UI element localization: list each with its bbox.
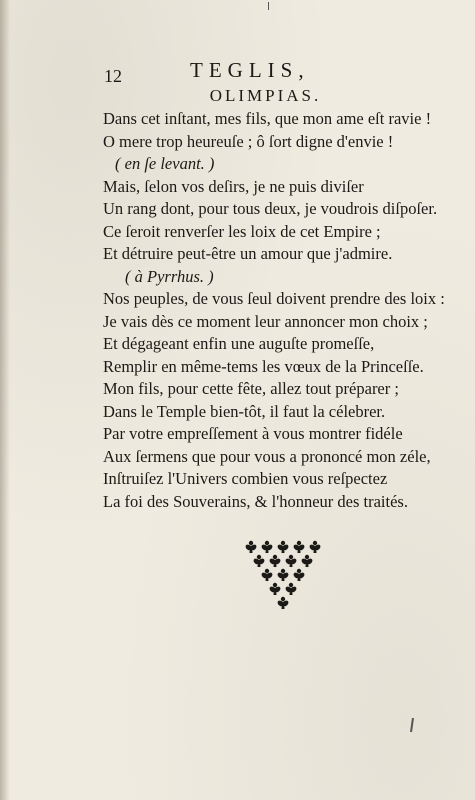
fleuron-ornament-icon bbox=[243, 540, 323, 612]
stage-direction: ( à Pyrrhus. ) bbox=[125, 266, 214, 286]
speaker-name: OLIMPIAS. bbox=[209, 86, 322, 105]
verse-line: Remplir en même-tems les vœux de la Princeſſe. bbox=[103, 356, 424, 376]
verse-line: Mais, ſelon vos deſirs, je ne puis diviſer bbox=[103, 176, 364, 196]
ink-mark bbox=[268, 2, 269, 10]
verse-line: Nos peuples, de vous ſeul doivent prendre des loix : bbox=[103, 289, 445, 308]
verse-line: Inſtruiſez l'Univers combien vous reſpectez bbox=[103, 469, 388, 488]
verse-line: Ce ſeroit renverſer les loix de cet Empire ; bbox=[103, 221, 381, 241]
verse-line: Aux ſermens que pour vous a prononcé mon zéle, bbox=[103, 446, 431, 466]
verse-line: La foi des Souverains, & l'honneur des traités. bbox=[103, 491, 408, 511]
verse-line: Et dégageant enfin une auguſte promeſſe, bbox=[103, 334, 375, 353]
verse-line: Dans le Temple bien-tôt, il faut la célebrer. bbox=[103, 401, 386, 421]
page-number: 12 bbox=[104, 66, 122, 86]
verse-line: Un rang dont, pour tous deux, je voudrois diſpoſer. bbox=[103, 199, 438, 218]
verse-line: Je vais dès ce moment leur annoncer mon choix ; bbox=[103, 311, 428, 331]
running-title: TEGLIS, bbox=[190, 58, 310, 82]
verse-line: Et détruire peut-être un amour que j'admire. bbox=[103, 244, 393, 263]
page-edge-shadow bbox=[0, 0, 10, 800]
verse-line: O mere trop heureuſe ; ô ſort digne d'envie ! bbox=[103, 131, 394, 151]
verse-line: Par votre empreſſement à vous montrer fidéle bbox=[103, 424, 403, 443]
verse-block bbox=[103, 108, 463, 513]
verse-line: Dans cet inſtant, mes fils, que mon ame eſt ravie ! bbox=[103, 109, 432, 128]
stage-direction: ( en ſe levant. ) bbox=[115, 154, 215, 173]
verse-line: Mon fils, pour cette fête, allez tout préparer ; bbox=[103, 379, 399, 398]
ink-mark bbox=[410, 718, 414, 732]
